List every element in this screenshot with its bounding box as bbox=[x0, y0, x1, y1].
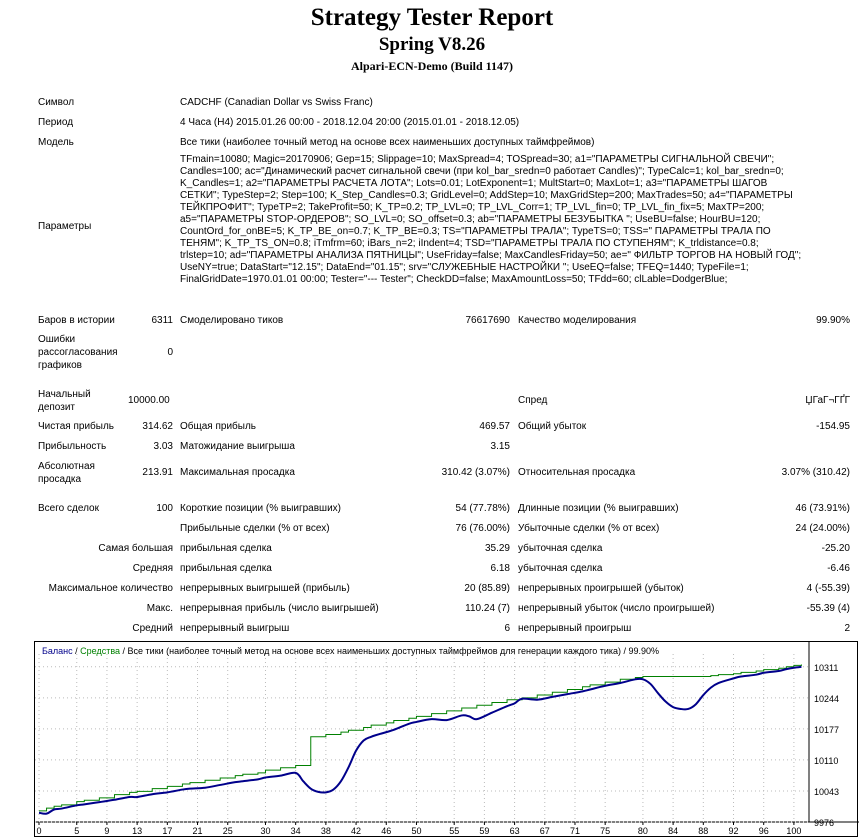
x-tick-label: 59 bbox=[479, 826, 490, 836]
x-tick-label: 34 bbox=[290, 826, 301, 836]
legend-description: / Все тики (наиболее точный метод на основе всех наименьших доступных таймфреймов для генерации каждого тика) / 99.90% bbox=[120, 646, 660, 656]
largest-profit-value: 35.29 bbox=[484, 543, 510, 554]
x-tick-label: 42 bbox=[351, 826, 362, 836]
avg-profit-value: 6.18 bbox=[490, 563, 510, 574]
quality-label: Качество моделирования bbox=[518, 315, 637, 326]
x-tick-label: 9 bbox=[104, 826, 110, 836]
legend-equity: Средства bbox=[80, 646, 121, 656]
average-label: Средняя bbox=[132, 563, 173, 574]
period-value: 4 Часа (H4) 2015.01.26 00:00 - 2018.12.04 20:00 (2015.01.01 - 2018.12.05) bbox=[180, 117, 520, 128]
gross-profit-label: Общая прибыль bbox=[180, 421, 257, 432]
y-tick-label: 9976 bbox=[814, 818, 835, 828]
deposit-label-1: Начальный bbox=[38, 389, 91, 400]
x-tick-label: 67 bbox=[539, 826, 550, 836]
mismatch-value: 0 bbox=[167, 347, 173, 358]
y-tick-label: 10043 bbox=[814, 786, 840, 797]
loss-trades-label: Убыточные сделки (% от всех) bbox=[518, 523, 660, 534]
payoff-value: 3.15 bbox=[490, 441, 510, 452]
rel-drawdown-label: Относительная просадка bbox=[518, 467, 636, 478]
x-tick-label: 5 bbox=[74, 826, 80, 836]
server-build: Alpari-ECN-Demo (Build 1147) bbox=[351, 59, 513, 73]
chart-canvas bbox=[35, 642, 859, 838]
legend-balance: Баланс bbox=[42, 646, 73, 656]
y-tick-label: 10177 bbox=[814, 724, 840, 735]
abs-drawdown-value: 213.91 bbox=[142, 467, 173, 478]
x-tick-label: 46 bbox=[381, 826, 392, 836]
net-profit-label: Чистая прибыль bbox=[38, 421, 114, 432]
model-value: Все тики (наиболее точный метод на основе всех наименьших доступных таймфреймов) bbox=[180, 137, 595, 148]
x-tick-label: 50 bbox=[411, 826, 422, 836]
x-tick-label: 13 bbox=[132, 826, 143, 836]
x-tick-label: 71 bbox=[569, 826, 580, 836]
ticks-value: 76617690 bbox=[465, 315, 510, 326]
max-consecutive-profit-label: непрерывная прибыль (число выигрышей) bbox=[180, 603, 379, 614]
max-consecutive-profit-value: 110.24 (7) bbox=[465, 603, 510, 614]
legend-separator: / bbox=[72, 646, 81, 656]
avg-profit-label: прибыльная сделка bbox=[180, 563, 272, 574]
avg-consecutive-label: Средний bbox=[132, 623, 173, 634]
avg-consecutive-losses-value: 2 bbox=[844, 623, 850, 634]
payoff-label: Матожидание выигрыша bbox=[180, 441, 295, 452]
long-positions-label: Длинные позиции (% выигравших) bbox=[518, 503, 679, 514]
x-tick-label: 25 bbox=[222, 826, 233, 836]
spread-label: Спред bbox=[518, 395, 548, 406]
x-tick-label: 92 bbox=[728, 826, 739, 836]
x-tick-label: 30 bbox=[260, 826, 271, 836]
loss-trades-value: 24 (24.00%) bbox=[795, 523, 850, 534]
max-drawdown-value: 310.42 (3.07%) bbox=[441, 467, 510, 478]
abs-drawdown-label-2: просадка bbox=[38, 474, 82, 485]
params-label: Параметры bbox=[38, 221, 92, 232]
max-consecutive-label: Макс. bbox=[146, 603, 173, 614]
short-positions-label: Короткие позиции (% выигравших) bbox=[180, 503, 341, 514]
report-title: Strategy Tester Report bbox=[310, 4, 554, 31]
x-tick-label: 88 bbox=[698, 826, 709, 836]
params-value: TFmain=10080; Magic=20170906; Gep=15; Slippage=10; MaxSpread=4; TOSpread=30; a1="ПАРАМЕТРЫ СИГНАЛЬНОЙ СВЕЧИ"; Candles=100; ac="Динамический расчет сигнальной свечи (при kol_bar_sredn=0 работает Candles)"; TypeCalc=1; kol_bar_sredn=0; K_Candles=1; a2="ПАРАМЕТРЫ РАСЧЕТА ЛОТА"; Lots=0.01; LotExponent=1; MultStart=0; MaxLot=1; a3="ПАРАМЕТРЫ ШАГОВ СЕТКИ"; TypeStep=2; Step=100; K_Step_Candles=0.3; GridLevel=0; AddStep=10; MaxGridStep=200; MaxTrades=50; a4="ПАРАМЕТРЫ ТЕЙКПРОФИТ"; TypeTP=2; TakeProfit=50; K_TP=0.2; TP_LVL=0; TP_LVL_Corr=1; TP_LVL_fin=0; TP_LVL_fin_fix=5; MaxTP=200; a5="ПАРАМЕТРЫ STOP-ОРДЕРОВ"; SO_LVL=0; SO_offset=0.3; ab="ПАРАМЕТРЫ БЕЗУБЫТКА "; UseBU=false; HourBU=120; CountOrd_for_onBE=5; K_TP_BE_on=0.7; K_TP_BE=0.3; TS="ПАРАМЕТРЫ ТРАЛА"; TypeTS=0; TSS=" ПАРАМЕТРЫ ТРАЛА ПО ТЕНЯМ"; K_TP_TS_ON=0.8; iTmfrm=60; iBars_n=2; iIndent=4; TSD="ПАРАМЕТРЫ ТРАЛА ПО СТУПЕНЯМ"; K_trldistance=0.8; trlstep=10; ad="ПАРАМЕТРЫ АНАЛИЗА ПЯТНИЦЫ"; UseFriday=false; MaxCandlesFriday=50; ae=" ФИЛЬТР ТОРГОВ НА НОВЫЙ ГОД"; UseNY=true; DataStart="12.15"; DataEnd="01.15"; srv="СЛУЖЕБНЫЕ НАСТРОЙКИ "; UseEQ=false; TFEQ=1440; TypeFile=1; FinalGridDate=1970.01.01 00:00; Tester="--- Tester"; CheckDD=false; MaxAmountLoss=50; TFdd=60; clLable=DodgerBlue; bbox=[180, 154, 802, 285]
bars-value: 6311 bbox=[151, 315, 173, 326]
y-tick-label: 10110 bbox=[814, 755, 839, 766]
rel-drawdown-value: 3.07% (310.42) bbox=[781, 467, 850, 478]
max-consecutive-loss-value: -55.39 (4) bbox=[806, 603, 850, 614]
period-label: Период bbox=[38, 117, 74, 128]
profit-trades-value: 76 (76.00%) bbox=[455, 523, 510, 534]
deposit-label-2: депозит bbox=[38, 402, 76, 413]
y-tick-label: 10311 bbox=[814, 662, 839, 673]
short-positions-value: 54 (77.78%) bbox=[455, 503, 510, 514]
x-tick-label: 96 bbox=[758, 826, 769, 836]
mismatch-label-3: графиков bbox=[38, 360, 82, 371]
x-tick-label: 38 bbox=[320, 826, 331, 836]
equity-line bbox=[39, 667, 801, 814]
largest-profit-label: прибыльная сделка bbox=[180, 543, 272, 554]
mismatch-label-2: рассогласования bbox=[38, 347, 118, 358]
expert-name: Spring V8.26 bbox=[378, 34, 486, 55]
bars-label: Баров в истории bbox=[38, 315, 115, 326]
max-consecutive-loss-label: непрерывный убыток (число проигрышей) bbox=[518, 603, 715, 614]
model-label: Модель bbox=[38, 137, 74, 148]
x-tick-label: 84 bbox=[668, 826, 679, 836]
largest-loss-label: убыточная сделка bbox=[518, 543, 603, 554]
x-tick-label: 55 bbox=[449, 826, 460, 836]
total-trades-label: Всего сделок bbox=[38, 503, 99, 514]
total-trades-value: 100 bbox=[156, 503, 173, 514]
max-losses-value: 4 (-55.39) bbox=[806, 583, 850, 594]
gross-loss-value: -154.95 bbox=[816, 421, 850, 432]
abs-drawdown-label-1: Абсолютная bbox=[38, 461, 95, 472]
y-tick-label: 10244 bbox=[814, 693, 840, 704]
max-wins-value: 20 (85.89) bbox=[464, 583, 510, 594]
chart-legend bbox=[42, 645, 659, 657]
profit-factor-label: Прибыльность bbox=[38, 441, 107, 452]
max-losses-label: непрерывных проигрышей (убыток) bbox=[518, 583, 684, 594]
max-wins-label: непрерывных выигрышей (прибыль) bbox=[180, 583, 350, 594]
mismatch-label-1: Ошибки bbox=[38, 334, 76, 345]
quality-value: 99.90% bbox=[816, 315, 850, 326]
x-tick-label: 100 bbox=[786, 826, 802, 836]
x-tick-label: 80 bbox=[637, 826, 648, 836]
deposit-value: 10000.00 bbox=[128, 395, 170, 406]
avg-consecutive-wins-value: 6 bbox=[504, 623, 510, 634]
symbol-value: CADCHF (Canadian Dollar vs Swiss Franc) bbox=[180, 97, 373, 108]
gross-loss-label: Общий убыток bbox=[518, 421, 587, 432]
avg-loss-value: -6.46 bbox=[827, 563, 850, 574]
profit-trades-label: Прибыльные сделки (% от всех) bbox=[180, 523, 330, 534]
avg-loss-label: убыточная сделка bbox=[518, 563, 603, 574]
largest-loss-value: -25.20 bbox=[821, 543, 850, 554]
gross-profit-value: 469.57 bbox=[479, 421, 510, 432]
profit-factor-value: 3.03 bbox=[153, 441, 173, 452]
long-positions-value: 46 (73.91%) bbox=[795, 503, 850, 514]
x-tick-label: 75 bbox=[600, 826, 611, 836]
spread-value: ЏГаГ¬ГҐГ bbox=[805, 395, 850, 406]
balance-line bbox=[39, 664, 801, 810]
balance-equity-chart bbox=[34, 641, 858, 837]
x-tick-label: 0 bbox=[36, 826, 42, 836]
avg-consecutive-losses-label: непрерывный проигрыш bbox=[518, 623, 632, 634]
x-tick-label: 63 bbox=[509, 826, 520, 836]
max-drawdown-label: Максимальная просадка bbox=[180, 467, 295, 478]
x-tick-label: 21 bbox=[192, 826, 203, 836]
largest-label: Самая большая bbox=[98, 543, 173, 554]
x-tick-label: 17 bbox=[162, 826, 173, 836]
net-profit-value: 314.62 bbox=[142, 421, 173, 432]
symbol-label: Символ bbox=[38, 97, 75, 108]
ticks-label: Смоделировано тиков bbox=[180, 315, 284, 326]
max-count-label: Максимальное количество bbox=[48, 583, 173, 594]
avg-consecutive-wins-label: непрерывный выигрыш bbox=[180, 623, 290, 634]
